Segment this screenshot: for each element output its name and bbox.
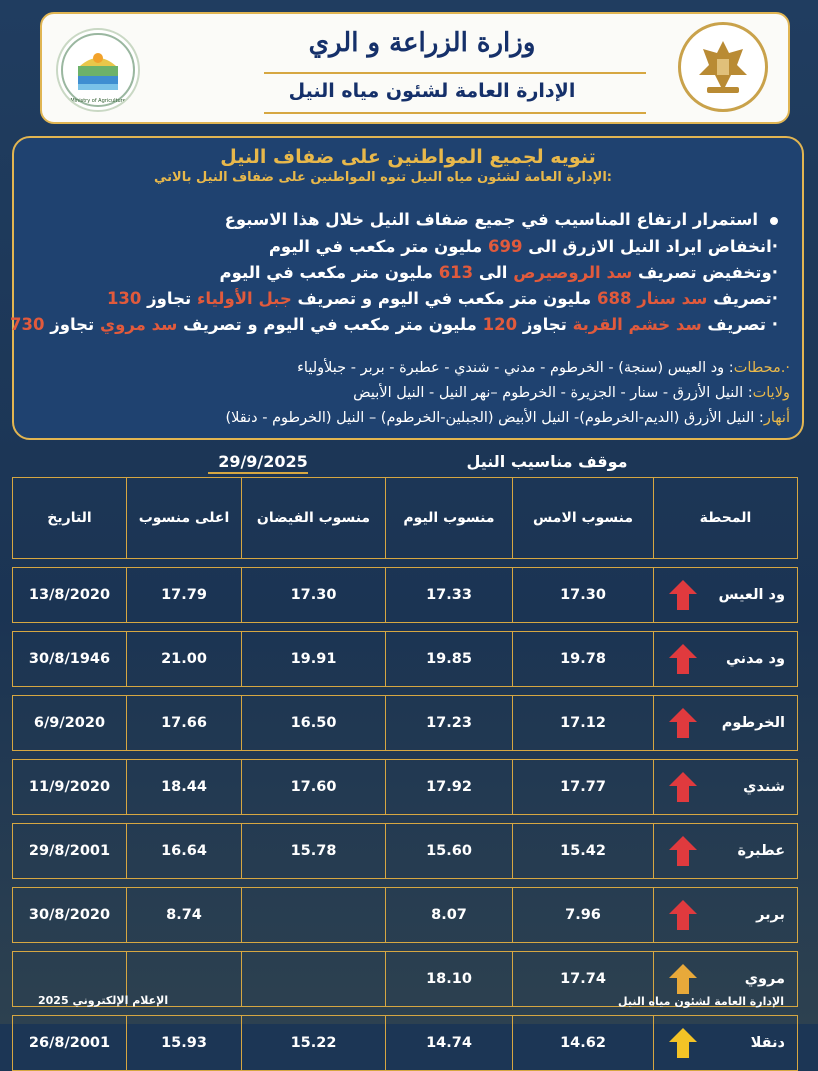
station-name: بربر	[756, 907, 785, 923]
date-cell: 13/8/2020	[13, 568, 127, 623]
red-up-arrow-icon	[668, 579, 698, 611]
highest-cell: 18.44	[127, 760, 242, 815]
date-cell: 29/8/2001	[13, 824, 127, 879]
stations-label: ·.محطات	[733, 360, 790, 376]
today-cell: 17.92	[386, 760, 513, 815]
footer-department: الإدارة العامة لشئون مياه النيل	[618, 995, 784, 1008]
station-name: دنقلا	[750, 1035, 785, 1051]
yesterday-cell: 17.77	[513, 760, 654, 815]
flood-cell: 19.91	[242, 632, 386, 687]
rivers-label: أنهار	[763, 410, 790, 426]
line4-number-2: 130	[106, 289, 142, 308]
line4-text-c: تجاوز	[147, 289, 192, 308]
red-up-arrow-icon	[668, 771, 698, 803]
station-name: مروي	[744, 971, 785, 987]
header-flood: منسوب الفيضان	[242, 478, 386, 559]
stations-value: : ود العيس (سنجة) - الخرطوم - مدني - شندي - عطبرة - بربر - جبلأولياء	[297, 360, 734, 376]
notice-panel	[12, 136, 804, 440]
red-up-arrow-icon	[668, 707, 698, 739]
yesterday-cell: 17.30	[513, 568, 654, 623]
table-row	[13, 760, 798, 815]
table-row	[13, 696, 798, 751]
ministry-title: وزارة الزراعة و الري	[308, 28, 536, 58]
notice-line-1	[18, 210, 778, 229]
date-cell: 26/8/2001	[13, 1016, 127, 1071]
station-name: ود مدني	[726, 651, 785, 667]
header-highest: اعلى منسوب	[127, 478, 242, 559]
table-row	[13, 824, 798, 879]
line4-text-a: ·تصريف	[713, 289, 778, 308]
station-name: ود العيس	[718, 587, 785, 603]
rivers-info	[20, 410, 790, 426]
yesterday-cell: 17.12	[513, 696, 654, 751]
date-cell: 30/8/1946	[13, 632, 127, 687]
highest-cell: 17.66	[127, 696, 242, 751]
highest-cell: 17.79	[127, 568, 242, 623]
notice-line-2	[18, 237, 778, 256]
row-gap	[13, 943, 798, 952]
date-cell: 30/8/2020	[13, 888, 127, 943]
red-up-arrow-icon	[668, 643, 698, 675]
highest-cell: 8.74	[127, 888, 242, 943]
yesterday-cell: 17.74	[513, 952, 654, 1007]
date-underline	[208, 472, 308, 474]
yesterday-cell: 15.42	[513, 824, 654, 879]
row-gap	[13, 879, 798, 888]
states-label: ولايات	[752, 385, 790, 401]
header-yesterday: منسوب الامس	[513, 478, 654, 559]
line4-dam-1: سد سنار	[637, 289, 708, 308]
line5-number-2: 730	[10, 315, 45, 334]
line2-text-b: مليون متر مكعب في اليوم	[268, 237, 483, 256]
today-cell: 17.23	[386, 696, 513, 751]
subtitle-divider	[264, 112, 646, 114]
ministry-emblem-icon	[58, 30, 138, 110]
station-cell	[654, 824, 798, 879]
gold-up-arrow-icon	[668, 963, 698, 995]
rivers-value: : النيل الأزرق (الديم-الخرطوم)- النيل الأبيض (الجبلين-الخرطوم) – النيل (الخرطوم - دنقلا)	[225, 410, 764, 426]
table-title: موقف مناسيب النيل	[466, 452, 628, 471]
station-cell	[654, 696, 798, 751]
flood-cell	[242, 888, 386, 943]
line2-text-a: ·انخفاض ايراد النيل الازرق الى	[528, 237, 778, 256]
line5-dam-1: سد خشم القربة	[572, 315, 702, 334]
title-divider	[264, 72, 646, 74]
footer-media: الإعلام الإلكتروني 2025	[38, 994, 169, 1007]
station-cell	[654, 760, 798, 815]
table-row	[13, 632, 798, 687]
line5-text-d: تجاوز	[50, 315, 95, 334]
today-cell: 19.85	[386, 632, 513, 687]
notice-title: تنويه لجميع المواطنين على ضفاف النيل	[220, 146, 596, 168]
date-cell: 6/9/2020	[13, 696, 127, 751]
station-name: عطبرة	[737, 843, 785, 859]
stations-info	[20, 360, 790, 376]
states-info	[20, 385, 790, 401]
yesterday-cell: 7.96	[513, 888, 654, 943]
red-up-arrow-icon	[668, 835, 698, 867]
ministry-logo	[56, 28, 140, 112]
highest-cell: 16.64	[127, 824, 242, 879]
station-cell	[654, 888, 798, 943]
line3-text-c: مليون متر مكعب في اليوم	[219, 263, 433, 282]
table-row	[13, 568, 798, 623]
svg-text:Ministry of Agriculture: Ministry of Agriculture	[70, 98, 126, 104]
line3-dam: سد الروصيرص	[513, 263, 633, 282]
today-cell: 15.60	[386, 824, 513, 879]
today-cell: 8.07	[386, 888, 513, 943]
row-gap	[13, 751, 798, 760]
line5-text-c: مليون متر مكعب في اليوم و تصريف	[183, 315, 477, 334]
header-card	[40, 12, 790, 124]
department-title: الإدارة العامة لشئون مياه النيل	[288, 80, 576, 102]
header-gap	[13, 559, 798, 568]
yesterday-cell: 19.78	[513, 632, 654, 687]
station-name: الخرطوم	[721, 715, 785, 731]
eagle-emblem-icon	[681, 25, 765, 109]
notice-line-4	[18, 289, 778, 308]
line3-number: 613	[438, 263, 474, 282]
station-name: شندي	[743, 779, 785, 795]
header-station: المحطة	[654, 478, 798, 559]
line5-text-a: · تصريف	[707, 315, 778, 334]
highest-cell: 15.93	[127, 1016, 242, 1071]
today-cell: 18.10	[386, 952, 513, 1007]
yellow-up-arrow-icon	[668, 1027, 698, 1059]
flood-cell: 17.60	[242, 760, 386, 815]
bullet-icon	[770, 217, 778, 225]
line4-text-b: مليون متر مكعب في اليوم و تصريف	[297, 289, 592, 308]
station-cell	[654, 568, 798, 623]
flood-cell: 16.50	[242, 696, 386, 751]
row-gap	[13, 623, 798, 632]
header-today: منسوب اليوم	[386, 478, 513, 559]
notice-line-1-text: استمرار ارتفاع المناسيب في جميع ضفاف النيل خلال هذا الاسبوع	[224, 210, 758, 229]
yesterday-cell: 14.62	[513, 1016, 654, 1071]
flood-cell: 15.78	[242, 824, 386, 879]
flood-cell: 15.22	[242, 1016, 386, 1071]
today-cell: 17.33	[386, 568, 513, 623]
line4-dam-2: جبل الأولياء	[196, 289, 292, 308]
station-cell	[654, 632, 798, 687]
row-gap	[13, 687, 798, 696]
line2-number: 699	[488, 237, 523, 256]
line3-text-a: ·وتخفيض تصريف	[637, 263, 778, 282]
flood-cell: 17.30	[242, 568, 386, 623]
line5-number-1: 120	[482, 315, 518, 334]
notice-line-3	[18, 263, 778, 282]
levels-table	[12, 477, 798, 1071]
line5-text-b: تجاوز	[522, 315, 567, 334]
line4-number-1: 688	[597, 289, 632, 308]
line3-text-b: الى	[478, 263, 508, 282]
notice-line-5	[10, 315, 778, 334]
table-row	[13, 888, 798, 943]
header-date: التاريخ	[13, 478, 127, 559]
line5-dam-2: سد مروي	[100, 315, 178, 334]
highest-cell: 21.00	[127, 632, 242, 687]
row-gap	[13, 815, 798, 824]
notice-subtitle: الإدارة العامة لشئون مياه النيل تنوه المواطنين على ضفاف النيل بالاتي:	[153, 170, 612, 185]
state-emblem	[678, 22, 768, 112]
table-header-row	[13, 478, 798, 559]
date-cell: 11/9/2020	[13, 760, 127, 815]
today-cell: 14.74	[386, 1016, 513, 1071]
red-up-arrow-icon	[668, 899, 698, 931]
flood-cell	[242, 952, 386, 1007]
states-value: : النيل الأزرق - سنار - الجزيرة - الخرطوم –نهر النيل - النيل الأبيض	[353, 385, 753, 401]
report-date: 29/9/2025	[218, 452, 308, 471]
